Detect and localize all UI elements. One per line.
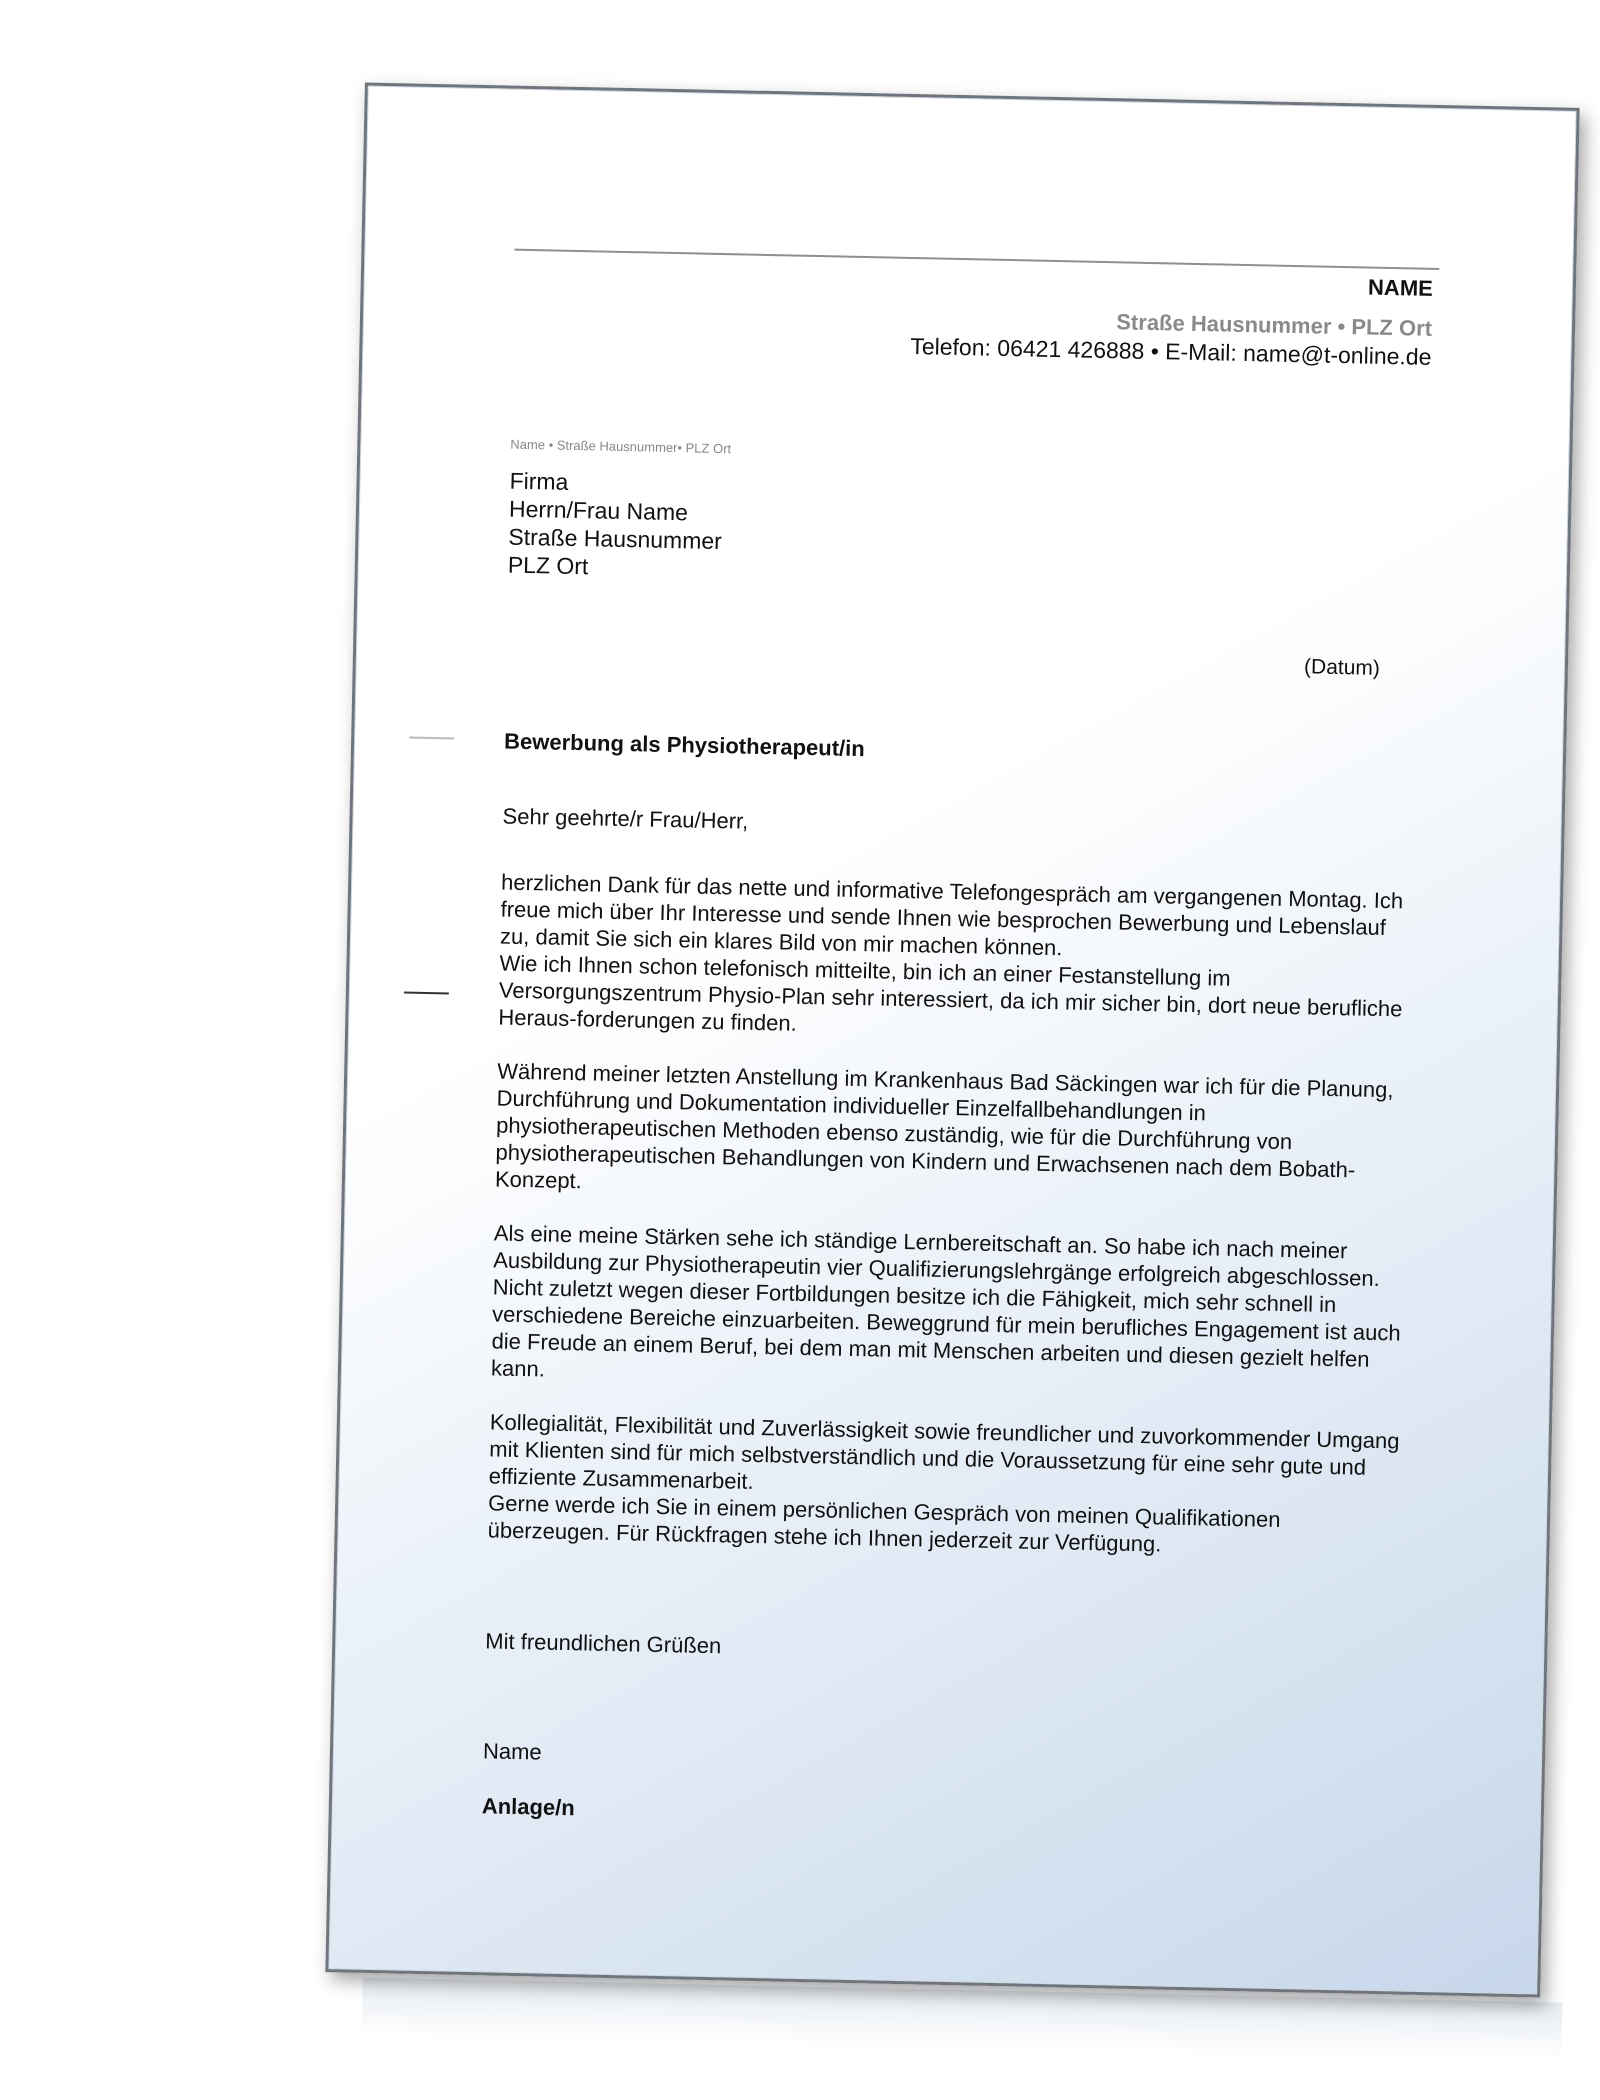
letter-content <box>328 86 1576 1995</box>
attachments-label: Anlage/n <box>481 1793 576 1821</box>
closing-phrase: Mit freundlichen Grüßen <box>485 1628 722 1659</box>
body-paragraph: Während meiner letzten Anstellung im Krankenhaus Bad Säckingen war ich für die Planung, Durchführung und Dokumentation individueller Einzelfallbehandlungen in physiotherapeutischen Methoden ebenso zuständig, wie für die Durchführung von physiotherapeutischen Behandlungen von Kindern und Erwachsenen nach dem Bobath-Konzept. <box>494 1058 1394 1194</box>
return-address-line: Name • Straße Hausnummer• PLZ Ort <box>510 436 732 457</box>
recipient-street: Straße Hausnummer <box>508 523 723 555</box>
signature-name: Name <box>482 1738 542 1765</box>
sender-address: Straße Hausnummer • PLZ Ort <box>1116 309 1433 341</box>
recipient-person: Herrn/Frau Name <box>508 495 689 526</box>
recipient-company: Firma <box>509 467 569 495</box>
sender-name: NAME <box>1367 274 1434 301</box>
body-paragraph: Kollegialität, Flexibilität und Zuverlässigkeit sowie freundlicher und zuvorkommender Umgang mit Klienten sind für mich selbstverständlich und die Voraussetzung für eine sehr gute und effiziente Zusammenarbeit. Gerne werde ich Sie in einem persönlichen Gespräch von meinen Qualifikationen überzeugen. Für Rückfragen stehe ich Ihnen jederzeit zur Verfügung. <box>487 1409 1400 1557</box>
header-rule <box>514 249 1439 270</box>
letter-subject: Bewerbung als Physiotherapeut/in <box>503 728 865 762</box>
letter-date: (Datum) <box>1303 655 1381 680</box>
fold-mark <box>409 737 454 740</box>
body-paragraph: herzlichen Dank für das nette und informative Telefongespräch am vergangenen Montag. Ich freue mich über Ihr Interesse und sende Ihnen wie besprochen Bewerbung und Lebenslauf zu, damit Sie sich ein klares Bild von mir machen können. Wie ich Ihnen schon telefonisch mitteilte, bin ich an einer Festanstellung im Versorgungszentrum Physio-Plan sehr interessiert, da ich mir sicher bin, dort neue berufliche Heraus-forderungen zu finden. <box>498 869 1404 1036</box>
sender-contact: Telefon: 06421 426888 • E-Mail: name@t-online.de <box>910 332 1432 370</box>
letter-page <box>325 82 1579 1997</box>
letter-body <box>487 869 1421 1590</box>
salutation: Sehr geehrte/r Frau/Herr, <box>502 803 749 834</box>
recipient-address <box>508 467 724 583</box>
punch-mark <box>404 992 449 995</box>
body-paragraph: Als eine meine Stärken sehe ich ständige Lernbereitschaft an. So habe ich nach meiner Ausbildung zur Physiotherapeutin vier Qualifizierungslehrgänge erfolgreich abgeschlossen. Nicht zuletzt wegen dieser Fortbildungen besitze ich die Fähigkeit, mich sehr schnell in verschiedene Bereiche einzuarbeiten. Beweggrund für mein berufliches Engagement ist auch die Freude an einem Beruf, bei dem man mit Menschen arbeiten und diesen gezielt helfen kann. <box>490 1220 1401 1382</box>
recipient-city: PLZ Ort <box>507 551 589 580</box>
